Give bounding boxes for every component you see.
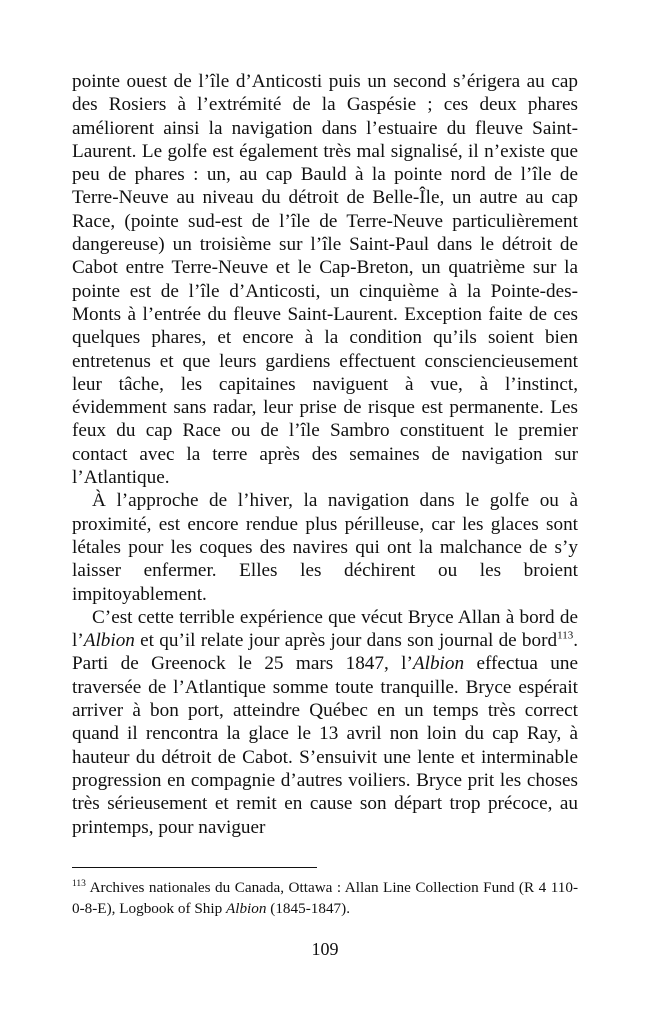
footnote xyxy=(72,877,578,919)
paragraph-3-text-2: et qu’il relate jour après jour dans son journal de bord xyxy=(134,630,558,652)
paragraph-3-text-3: . Parti de Greenock le 25 mars 1847, l’ xyxy=(72,630,578,675)
footnote-text: Archives nationales du Canada, Ottawa : Allan Line Collection Fund (R 4 110-0-8-E), Logbook of Ship xyxy=(72,879,578,917)
paragraph-3-text-4: effectua une traversée de l’Atlantique somme toute tranquille. Bryce espérait arriver à bon port, atteindre Québec en un temps très correct quand il rencontra la glace le 13 avril non loin du cap Ray, à hauteur du détroit de Cabot. S’ensuivit une lente et interminable progression en compagnie d’autres voiliers. Bryce prit les choses très sérieusement et remit en cause son départ trop précoce, au printemps, pour naviguer xyxy=(72,653,578,838)
ship-name-italic: Albion xyxy=(83,630,135,652)
footnote-divider xyxy=(72,867,317,868)
footnote-ship-name: Albion xyxy=(225,900,267,917)
paragraph-1: pointe ouest de l’île d’Anticosti puis un second s’érigera au cap des Rosiers à l’extrémité de la Gaspésie ; ces deux phares améliorent ainsi la navigation dans l’estuaire du fleuve Saint-Laurent. Le golfe est également très mal signalisé, il n’existe que peu de phares : un, au cap Bauld à la pointe nord de l’île de Terre-Neuve au niveau du détroit de Belle-Île, un autre au cap Race, (pointe sud-est de l’île de Terre-Neuve particulièrement dangereuse) un troisième sur l’île Saint-Paul dans le détroit de Cabot entre Terre-Neuve et le Cap-Breton, un quatrième sur la pointe est de l’île d’Anticosti, un cinquième à la Pointe-des-Monts à l’entrée du fleuve Saint-Laurent. Exception faite de ces quelques phares, et encore à la condition qu’ils soient bien entretenus et que leurs gardiens effectuent consciencieusement leur tâche, les capitaines naviguent à vue, à l’instinct, évidemment sans radar, leur prise de risque est permanente. Les feux du cap Race ou de l’île Sambro constituent le premier contact avec la terre après des semaines de navigation sur l’Atlantique. xyxy=(72,71,578,489)
footnote-tail: (1845-1847). xyxy=(266,900,350,917)
page-number: 109 xyxy=(311,939,339,959)
paragraph-2: À l’approche de l’hiver, la navigation dans le golfe ou à proximité, est encore rendue plus périlleuse, car les glaces sont létales pour les coques des navires qui ont la malchance de s’y laisser enfermer. Elles les déchirent ou les broient impitoyablement. xyxy=(72,490,578,605)
footnote-number: 113 xyxy=(72,878,86,889)
footnote-reference[interactable]: 113 xyxy=(557,629,574,642)
paragraph-3 xyxy=(72,606,578,839)
paragraph-3-text-1: C’est cette terrible expérience que vécut Bryce Allan à bord de l’ xyxy=(72,606,578,652)
ship-name-italic: Albion xyxy=(412,653,465,675)
page-body xyxy=(72,70,578,839)
